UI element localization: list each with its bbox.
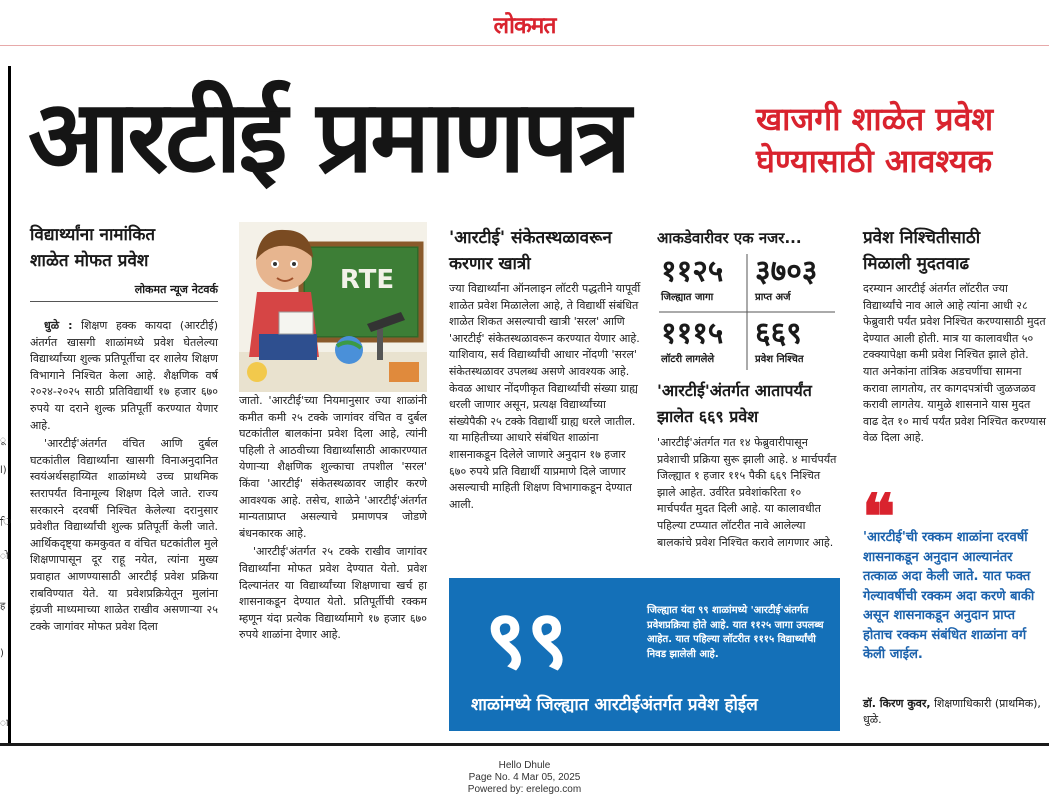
article4-heading-line: मिळाली मुदतवाढ — [863, 254, 970, 274]
stat-value: १११५ — [661, 316, 724, 351]
article2-body — [449, 281, 645, 513]
highlight-box — [449, 578, 840, 731]
article1-paragraph: शिक्षण हक्क कायदा (आरटीई) अंतर्गत खासगी शाळांमध्ये प्रवेश घेतलेल्या विद्यार्थ्यांच्या शुल्क प्रतिपूर्तीचा दर शालेय शिक्षण विभागाने निश्चित केला आहे. शैक्षणिक वर्ष २०२४-२०२५ साठी प्रतिविद्यार्थी १७ हजार ६७० रुपये या दराने शुल्क प्रतिपूर्ती करण्यात येणार आहे. — [30, 319, 218, 432]
pull-quote: 'आरटीई'ची रक्कम शाळांना दरवर्षी शासनाकडून अनुदान आल्यानंतर तत्काळ अदा केली जाते. यात फक्त गेल्यावर्षीची रक्कम अदा करणे बाकी असून शासनाकडून अनुदान प्राप्त होताच रक्कम संबंधित शाळांना वर्ग केली जाईल. — [863, 530, 1035, 662]
article1-heading-line: शाळेत मोफत प्रवेश — [30, 251, 149, 271]
article4-heading-line: प्रवेश निश्चितीसाठी — [863, 228, 981, 248]
article4-body — [863, 281, 1046, 447]
masthead — [0, 0, 1049, 46]
byline: लोकमत न्यूज नेटवर्क — [30, 282, 218, 302]
article1-paragraph: जातो. 'आरटीई'च्या नियमानुसार ज्या शाळांनी कमीत कमी २५ टक्के जागांवर वंचित व दुर्बल घटकांतील बालकांना प्रवेश दिला आहे, त्यांनी पहिली ते आठवीच्या विद्यार्थ्यांसाठी आकारण्यात येणाऱ्या शैक्षणिक शुल्काचा तपशील 'सरल' किंवा 'आरटीई' संकेतस्थळावर जाहीर करणे आवश्यक आहे. तसेच, शाळेने 'आरटीई'अंतर्गत मान्यताप्राप्त असल्याचे प्रमाणपत्र जोडणे बंधनकारक आहे. — [239, 394, 427, 540]
edge-fragment: ा — [0, 718, 9, 729]
article3-paragraph: 'आरटीई'अंतर्गत गत १४ फेब्रुवारीपासून प्रवेशाची प्रक्रिया सुरू झाली आहे. ४ मार्चपर्यंत जिल्ह्यात १ हजार ११५ पैकी ६६९ निश्चित झाले आहेत. उर्वरित प्रवेशांकरिता १० मार्चपर्यंत मुदत दिली आहे. या कालावधीत पहिल्या टप्प्यात लॉटरीत नावे आलेल्या बालकांचे प्रवेश निश्चित करावे लागणार आहे. — [657, 436, 837, 549]
article2-heading-line: 'आरटीई' संकेतस्थळावरून — [449, 228, 612, 248]
child-at-rte-board-illustration — [239, 222, 427, 392]
stat-applications — [755, 252, 845, 312]
article2-paragraph: ज्या विद्यार्थ्यांना ऑनलाइन लॉटरी पद्धतीने यापूर्वी शाळेत प्रवेश मिळालेला आहे, ते विद्यार्थी संबंधित शाळेत शिकत असल्याची खात्री 'सरल' आणि 'आरटीई' संकेतस्थळावरून करण्यात येणार आहे. याशिवाय, सर्व विद्यार्थ्यांची आधार नोंदणी 'सरल' संकेतस्थळावर उपलब्ध असणे आवश्यक आहे. केवळ आधार नोंदणीकृत विद्यार्थ्यांची संख्या ग्राह्य धरली जाणार असून, प्रत्यक्ष विद्यार्थ्यांच्या संख्येपैकी २५ टक्के विद्यार्थी ग्राह्य धरले जातील. या माहितीच्या आधारे संबंधित शाळांना शासनाकडून दिलेले जाणारे अनुदान १७ हजार ६७० रुपये प्रति विद्यार्थी याप्रमाणे दिले जाणार असल्याची माहिती शिक्षण विभागाकडून देण्यात आली. — [449, 282, 641, 511]
stats-grid — [657, 252, 837, 372]
stat-label: जिल्ह्यात जागा — [661, 292, 714, 303]
article1-heading — [30, 222, 220, 274]
article2-heading-line: करणार खात्री — [449, 254, 531, 274]
stats-heading: आकडेवारीवर एक नजर... — [657, 229, 802, 247]
article1-paragraph: 'आरटीई'अंतर्गत २५ टक्के राखीव जागांवर विद्यार्थ्यांना मोफत प्रवेश देण्यात येतो. प्रवेश दिल्यानंतर या विद्यार्थ्यांच्या शिक्षणाचा खर्च हा शासनाकडून देण्यात येतो. प्रतिपूर्तीची रक्कम म्हणून यंदा प्रत्येक विद्यार्थ्यामागे १७ हजार ६७० रुपये शाळांना देणार आहे. — [239, 545, 427, 642]
main-headline: आरटीई प्रमाणपत्र — [28, 78, 629, 195]
stat-seats — [661, 252, 751, 312]
footer-powered-by[interactable]: Powered by: erelego.com — [467, 784, 582, 795]
article3-heading — [657, 378, 842, 430]
lokmat-logo[interactable]: लोकमत — [493, 13, 556, 39]
article4-paragraph: दरम्यान आरटीई अंतर्गत लॉटरीत ज्या विद्यार्थ्यांचे नाव आले आहे त्यांना आधी २८ फेब्रुवारी पर्यंत प्रवेश निश्चित करण्यासाठी मुदत देण्यात आली होती. मात्र या कालावधीत ५० टक्क्यापेक्षा कमी प्रवेश निश्चित झाले होते. यात अनेकांना तांत्रिक अडचणींचा सामना करावा लागतोय, तर कागदपत्रांची जुळजळव करावी लागतेय. यामुळे शासनाने यास मुदत वाढ देत १० मार्च पर्यंत प्रवेश निश्चित करण्यास वेळ दिला आहे. — [863, 282, 1046, 445]
stat-label: प्रवेश निश्चित — [755, 354, 804, 365]
stat-value: ११२५ — [661, 254, 724, 289]
edge-fragment: ो — [0, 551, 9, 562]
highlight-strip: शाळांमध्ये जिल्ह्यात आरटीईअंतर्गत प्रवेश होईल — [471, 695, 758, 715]
stat-label: प्राप्त अर्ज — [755, 292, 791, 303]
left-column-rule — [8, 66, 11, 746]
article1-paragraph: 'आरटीई'अंतर्गत वंचित आणि दुर्बल घटकांतील विद्यार्थ्यांना खासगी विनाअनुदानित स्वयंअर्थसहाय्यित शाळांमध्ये उच्च प्राथमिक स्तरापर्यंत विनामूल्य शिक्षण दिले जाते. राज्य सरकारने दरवर्षी निश्चित केलेल्या दरानुसार प्रवेशीत विद्यार्थ्यांची शुल्क प्रतिपूर्ती केली जाते. आर्थिकदृष्ट्या कमकुवत व वंचित घटकांतील मुले शिक्षणापासून दूर राहू नयेत, त्यांना मुख्य प्रवाहात आणण्यासाठी आरटीई प्रवेश प्रक्रिया राबविण्यात येते. या प्रवेशप्रक्रियेतून मुलांना इंग्रजी माध्यमाच्या शाळेत राखीव असणाऱ्या २५ टक्के जागांवर मोफत प्रवेश दिला — [30, 437, 218, 633]
edge-fragment: ) — [0, 648, 4, 659]
stat-lottery — [661, 314, 751, 374]
edge-fragment: ह — [0, 601, 6, 612]
highlight-number: ९९ — [485, 593, 569, 686]
dateline: धुळे : — [44, 319, 73, 332]
article2-heading — [449, 225, 649, 277]
board-text: RTE — [339, 265, 395, 295]
sub-headline-line: घेण्यासाठी आवश्यक — [756, 142, 993, 180]
article1-heading-line: विद्यार्थ्यांना नामांकित — [30, 225, 156, 245]
stat-value: ६६९ — [755, 316, 802, 351]
sub-headline-line: खाजगी शाळेत प्रवेश — [756, 100, 994, 138]
article3-heading-line: झालेत ६६९ प्रवेश — [657, 407, 759, 426]
footer-edition: Hello Dhule — [498, 760, 551, 771]
stat-label: लॉटरी लागलेले — [661, 354, 715, 365]
article4-heading — [863, 225, 1046, 277]
article1-body-continued — [239, 393, 427, 644]
edge-fragment: ਿ — [0, 517, 12, 528]
article1-body — [30, 318, 218, 635]
rte-illustration — [239, 222, 427, 392]
quote-role: शिक्षणाधिकारी (प्राथमिक), धुळे. — [863, 697, 1041, 726]
stat-value: ३७०३ — [755, 254, 818, 289]
edge-fragment: l) — [0, 465, 7, 476]
quote-author: डॉ. किरण कुवर, — [863, 697, 931, 710]
page-bottom-rule — [0, 743, 1049, 746]
quote-attribution — [863, 696, 1046, 728]
article3-heading-line: 'आरटीई'अंतर्गत आतापर्यंत — [657, 381, 812, 400]
sub-headline — [756, 98, 1046, 182]
stat-confirmed — [755, 314, 845, 374]
article3-body — [657, 435, 839, 551]
footer-page-date: Page No. 4 Mar 05, 2025 — [468, 772, 581, 783]
edge-fragment: ू — [0, 435, 6, 446]
highlight-text: जिल्ह्यात यंदा ९९ शाळांमध्ये 'आरटीई'अंतर्गत प्रवेशप्रक्रिया होते आहे. यात ११२५ जागा उपलब्ध आहेत. यात पहिल्या लॉटरीत १११५ विद्यार्थ्यांची निवड झालेली आहे. — [647, 605, 824, 660]
quote-mark-icon: ❝ — [862, 480, 896, 553]
page-footer — [0, 760, 1049, 796]
